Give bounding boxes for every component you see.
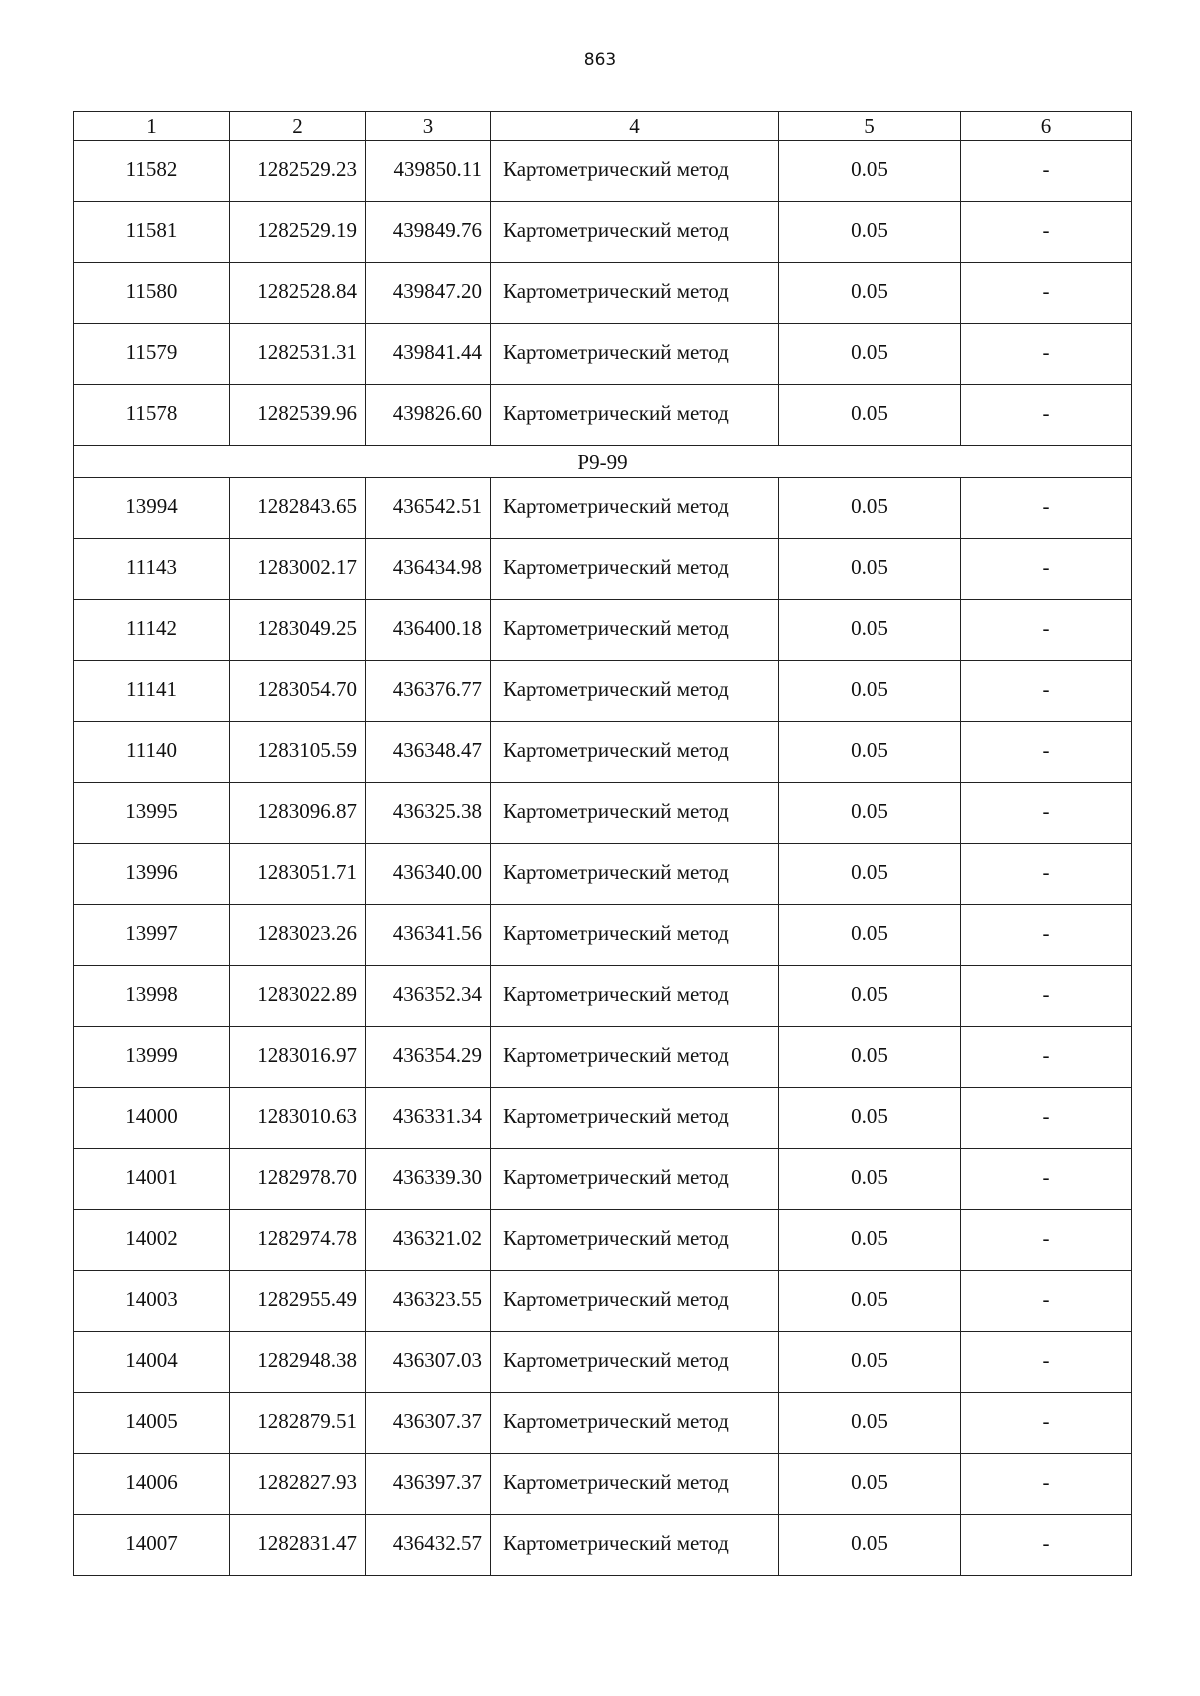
accuracy-cell: 0.05 xyxy=(779,1332,961,1393)
point-id-cell: 14005 xyxy=(74,1393,230,1454)
note-cell: - xyxy=(961,263,1132,324)
method-cell: Картометрический метод xyxy=(491,1149,779,1210)
column-header: 6 xyxy=(961,112,1132,141)
x-coordinate-cell: 1282978.70 xyxy=(230,1149,366,1210)
method-cell: Картометрический метод xyxy=(491,1393,779,1454)
method-cell: Картометрический метод xyxy=(491,844,779,905)
y-coordinate-cell: 436321.02 xyxy=(366,1210,491,1271)
x-coordinate-cell: 1282974.78 xyxy=(230,1210,366,1271)
x-coordinate-cell: 1282539.96 xyxy=(230,385,366,446)
note-cell: - xyxy=(961,1454,1132,1515)
accuracy-cell: 0.05 xyxy=(779,539,961,600)
point-id-cell: 14004 xyxy=(74,1332,230,1393)
table-row xyxy=(74,1271,1132,1332)
note-cell: - xyxy=(961,661,1132,722)
table-row xyxy=(74,1088,1132,1149)
table-row xyxy=(74,263,1132,324)
accuracy-cell: 0.05 xyxy=(779,1515,961,1576)
y-coordinate-cell: 436400.18 xyxy=(366,600,491,661)
accuracy-cell: 0.05 xyxy=(779,478,961,539)
x-coordinate-cell: 1283016.97 xyxy=(230,1027,366,1088)
accuracy-cell: 0.05 xyxy=(779,966,961,1027)
accuracy-cell: 0.05 xyxy=(779,1088,961,1149)
method-cell: Картометрический метод xyxy=(491,539,779,600)
accuracy-cell: 0.05 xyxy=(779,1271,961,1332)
y-coordinate-cell: 439826.60 xyxy=(366,385,491,446)
method-cell: Картометрический метод xyxy=(491,202,779,263)
point-id-cell: 11142 xyxy=(74,600,230,661)
method-cell: Картометрический метод xyxy=(491,600,779,661)
accuracy-cell: 0.05 xyxy=(779,1149,961,1210)
accuracy-cell: 0.05 xyxy=(779,202,961,263)
x-coordinate-cell: 1282955.49 xyxy=(230,1271,366,1332)
y-coordinate-cell: 436352.34 xyxy=(366,966,491,1027)
x-coordinate-cell: 1282843.65 xyxy=(230,478,366,539)
section-row xyxy=(74,446,1132,478)
column-header: 1 xyxy=(74,112,230,141)
table-row xyxy=(74,1149,1132,1210)
table-header xyxy=(74,112,1132,141)
table-body xyxy=(74,141,1132,1576)
y-coordinate-cell: 436348.47 xyxy=(366,722,491,783)
note-cell: - xyxy=(961,966,1132,1027)
accuracy-cell: 0.05 xyxy=(779,722,961,783)
method-cell: Картометрический метод xyxy=(491,1027,779,1088)
note-cell: - xyxy=(961,385,1132,446)
point-id-cell: 11580 xyxy=(74,263,230,324)
method-cell: Картометрический метод xyxy=(491,905,779,966)
table-row xyxy=(74,844,1132,905)
x-coordinate-cell: 1282529.19 xyxy=(230,202,366,263)
note-cell: - xyxy=(961,1515,1132,1576)
note-cell: - xyxy=(961,844,1132,905)
method-cell: Картометрический метод xyxy=(491,966,779,1027)
y-coordinate-cell: 436307.37 xyxy=(366,1393,491,1454)
column-header: 3 xyxy=(366,112,491,141)
point-id-cell: 14001 xyxy=(74,1149,230,1210)
x-coordinate-cell: 1283051.71 xyxy=(230,844,366,905)
point-id-cell: 14006 xyxy=(74,1454,230,1515)
x-coordinate-cell: 1283002.17 xyxy=(230,539,366,600)
method-cell: Картометрический метод xyxy=(491,661,779,722)
point-id-cell: 13999 xyxy=(74,1027,230,1088)
accuracy-cell: 0.05 xyxy=(779,1027,961,1088)
method-cell: Картометрический метод xyxy=(491,1515,779,1576)
y-coordinate-cell: 439847.20 xyxy=(366,263,491,324)
method-cell: Картометрический метод xyxy=(491,385,779,446)
point-id-cell: 14002 xyxy=(74,1210,230,1271)
point-id-cell: 13996 xyxy=(74,844,230,905)
table-row xyxy=(74,324,1132,385)
point-id-cell: 14007 xyxy=(74,1515,230,1576)
x-coordinate-cell: 1283105.59 xyxy=(230,722,366,783)
accuracy-cell: 0.05 xyxy=(779,385,961,446)
x-coordinate-cell: 1283010.63 xyxy=(230,1088,366,1149)
method-cell: Картометрический метод xyxy=(491,783,779,844)
accuracy-cell: 0.05 xyxy=(779,141,961,202)
x-coordinate-cell: 1283049.25 xyxy=(230,600,366,661)
method-cell: Картометрический метод xyxy=(491,1332,779,1393)
note-cell: - xyxy=(961,539,1132,600)
table-row xyxy=(74,539,1132,600)
table-row xyxy=(74,1027,1132,1088)
y-coordinate-cell: 436432.57 xyxy=(366,1515,491,1576)
point-id-cell: 11582 xyxy=(74,141,230,202)
note-cell: - xyxy=(961,905,1132,966)
method-cell: Картометрический метод xyxy=(491,1271,779,1332)
table-row xyxy=(74,1210,1132,1271)
accuracy-cell: 0.05 xyxy=(779,661,961,722)
section-title: Р9-99 xyxy=(74,446,1132,478)
column-header: 4 xyxy=(491,112,779,141)
y-coordinate-cell: 436397.37 xyxy=(366,1454,491,1515)
y-coordinate-cell: 436434.98 xyxy=(366,539,491,600)
note-cell: - xyxy=(961,202,1132,263)
x-coordinate-cell: 1282948.38 xyxy=(230,1332,366,1393)
note-cell: - xyxy=(961,324,1132,385)
table-row xyxy=(74,722,1132,783)
note-cell: - xyxy=(961,1332,1132,1393)
note-cell: - xyxy=(961,600,1132,661)
x-coordinate-cell: 1282879.51 xyxy=(230,1393,366,1454)
column-header: 2 xyxy=(230,112,366,141)
point-id-cell: 11143 xyxy=(74,539,230,600)
note-cell: - xyxy=(961,1088,1132,1149)
note-cell: - xyxy=(961,141,1132,202)
accuracy-cell: 0.05 xyxy=(779,324,961,385)
method-cell: Картометрический метод xyxy=(491,324,779,385)
note-cell: - xyxy=(961,1149,1132,1210)
point-id-cell: 13998 xyxy=(74,966,230,1027)
accuracy-cell: 0.05 xyxy=(779,1393,961,1454)
column-header: 5 xyxy=(779,112,961,141)
method-cell: Картометрический метод xyxy=(491,263,779,324)
x-coordinate-cell: 1282528.84 xyxy=(230,263,366,324)
accuracy-cell: 0.05 xyxy=(779,1454,961,1515)
table-row xyxy=(74,1332,1132,1393)
point-id-cell: 11578 xyxy=(74,385,230,446)
y-coordinate-cell: 436323.55 xyxy=(366,1271,491,1332)
accuracy-cell: 0.05 xyxy=(779,263,961,324)
table-row xyxy=(74,905,1132,966)
note-cell: - xyxy=(961,722,1132,783)
y-coordinate-cell: 436340.00 xyxy=(366,844,491,905)
header-row xyxy=(74,112,1132,141)
method-cell: Картометрический метод xyxy=(491,722,779,783)
y-coordinate-cell: 436307.03 xyxy=(366,1332,491,1393)
coordinates-table xyxy=(73,111,1132,1576)
point-id-cell: 11581 xyxy=(74,202,230,263)
accuracy-cell: 0.05 xyxy=(779,1210,961,1271)
table-row xyxy=(74,661,1132,722)
x-coordinate-cell: 1283022.89 xyxy=(230,966,366,1027)
table-row xyxy=(74,478,1132,539)
y-coordinate-cell: 436331.34 xyxy=(366,1088,491,1149)
table-row xyxy=(74,966,1132,1027)
table-row xyxy=(74,783,1132,844)
accuracy-cell: 0.05 xyxy=(779,905,961,966)
y-coordinate-cell: 439850.11 xyxy=(366,141,491,202)
method-cell: Картометрический метод xyxy=(491,1454,779,1515)
accuracy-cell: 0.05 xyxy=(779,600,961,661)
note-cell: - xyxy=(961,783,1132,844)
y-coordinate-cell: 436325.38 xyxy=(366,783,491,844)
table-row xyxy=(74,1393,1132,1454)
y-coordinate-cell: 436341.56 xyxy=(366,905,491,966)
point-id-cell: 14000 xyxy=(74,1088,230,1149)
point-id-cell: 14003 xyxy=(74,1271,230,1332)
point-id-cell: 13995 xyxy=(74,783,230,844)
y-coordinate-cell: 436339.30 xyxy=(366,1149,491,1210)
note-cell: - xyxy=(961,1210,1132,1271)
method-cell: Картометрический метод xyxy=(491,1088,779,1149)
y-coordinate-cell: 436376.77 xyxy=(366,661,491,722)
note-cell: - xyxy=(961,1271,1132,1332)
x-coordinate-cell: 1283054.70 xyxy=(230,661,366,722)
note-cell: - xyxy=(961,1027,1132,1088)
x-coordinate-cell: 1282831.47 xyxy=(230,1515,366,1576)
x-coordinate-cell: 1283023.26 xyxy=(230,905,366,966)
page-number: 863 xyxy=(583,50,617,70)
point-id-cell: 13994 xyxy=(74,478,230,539)
note-cell: - xyxy=(961,1393,1132,1454)
accuracy-cell: 0.05 xyxy=(779,844,961,905)
y-coordinate-cell: 439849.76 xyxy=(366,202,491,263)
x-coordinate-cell: 1282529.23 xyxy=(230,141,366,202)
x-coordinate-cell: 1282827.93 xyxy=(230,1454,366,1515)
table-row xyxy=(74,202,1132,263)
table-row xyxy=(74,141,1132,202)
note-cell: - xyxy=(961,478,1132,539)
point-id-cell: 11141 xyxy=(74,661,230,722)
point-id-cell: 11140 xyxy=(74,722,230,783)
table-row xyxy=(74,1515,1132,1576)
method-cell: Картометрический метод xyxy=(491,478,779,539)
point-id-cell: 11579 xyxy=(74,324,230,385)
x-coordinate-cell: 1283096.87 xyxy=(230,783,366,844)
accuracy-cell: 0.05 xyxy=(779,783,961,844)
table-row xyxy=(74,1454,1132,1515)
y-coordinate-cell: 439841.44 xyxy=(366,324,491,385)
x-coordinate-cell: 1282531.31 xyxy=(230,324,366,385)
y-coordinate-cell: 436542.51 xyxy=(366,478,491,539)
method-cell: Картометрический метод xyxy=(491,141,779,202)
table-row xyxy=(74,600,1132,661)
method-cell: Картометрический метод xyxy=(491,1210,779,1271)
y-coordinate-cell: 436354.29 xyxy=(366,1027,491,1088)
table-row xyxy=(74,385,1132,446)
point-id-cell: 13997 xyxy=(74,905,230,966)
